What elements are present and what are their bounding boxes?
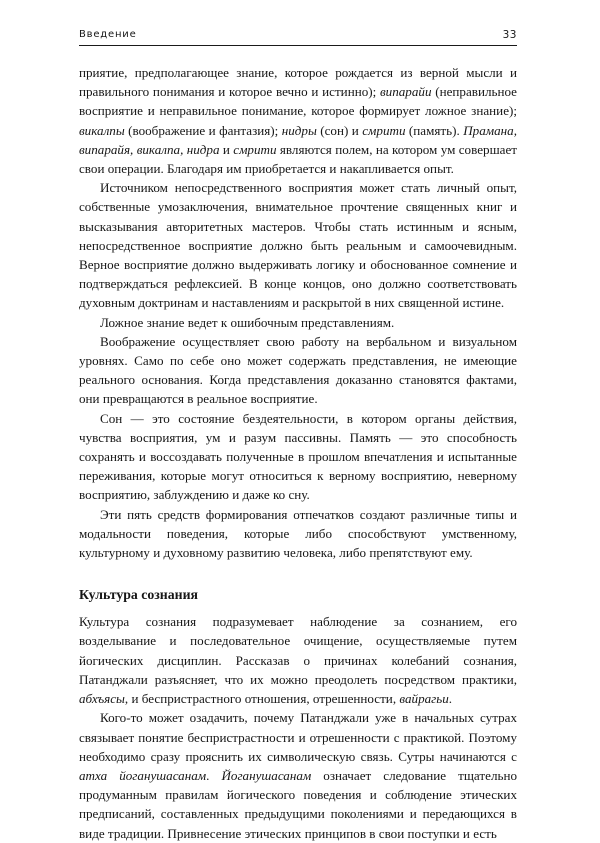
italic-term: смрити [362, 122, 406, 138]
section-heading: Культура сознания [79, 587, 199, 603]
italic-term: смрити [233, 141, 277, 157]
paragraph: Культура сознания подразумевает наблюдение за сознанием, его возделывание и последовательное очищение, осуществляемые путем йогических дисциплин. Рассказав о причинах колебаний сознания, Патанджали разъясняет, что их можно преодолеть посредством практики, абхъясы, и беспристрастного отношения, отрешенности, вайрагьи. [79, 614, 517, 707]
paragraph: Ложное знание ведет к ошибочным представлениям. [100, 314, 395, 330]
running-title: Введение [79, 29, 137, 40]
italic-term: викалпы [79, 122, 125, 138]
paragraph: Источником непосредственного восприятия может стать личный опыт, собственные умозаключения, внимательное прочтение священных книг и высказывания авторитетных мастеров. Чтобы стать истинным и ясным, непосредственное восприятие должно быть реальным и самоочевидным. Верное восприятие должно выдерживать логику и обоснованное сомнение и подтверждаться рефлексией. В конце концов, оно должно соответствовать духовным доктринам и наставлениям и раскрытой в них священной истине. [79, 180, 517, 311]
paragraph: Кого-то может озадачить, почему Патанджали уже в начальных сутрах связывает понятие беспристрастности и отрешенности с практикой. Поэтому необходимо сразу прояснить их символическую связь. Сутры начинаются с атха йоганушасанам. Йоганушасанам означает следование тщательно продуманным правилам йогического поведения и соблюдение этических предписаний, составленных предыдущими поколениями и передающихся в виде традиции. Привнесение этических принципов в свои поступки и есть [79, 710, 518, 841]
paragraph: Воображение осуществляет свою работу на вербальном и визуальном уровнях. Само по себе оно может содержать представления, не имеющие реального основания. Когда представления доказанно становятся фактами, они превращаются в реальное восприятие. [79, 333, 517, 407]
italic-term: Прамана, випарайя, викалпа, нидра [79, 122, 517, 157]
italic-term: випарайи [379, 84, 432, 100]
paragraph: приятие, предполагающее знание, которое рождается из верной мысли и правильного понимания и которое вечно и истинно); випарайи (неправильное восприятие и неправильное понимание, которое формирует ложное знание); викалпы (воображение и фантазия); нидры (сон) и смрити (память). Прамана, випарайя, викалпа, нидра и смрити являются полем, на котором ум совершает свои операции. Благодаря им приобретается и накапливается опыт. [79, 65, 517, 177]
italic-term: нидры [281, 122, 317, 138]
paragraph: Сон — это состояние бездеятельности, в котором органы действия, чувства восприятия, ум и разум пассивны. Память — это способность сохранять и воссоздавать полученные в прошлом впечатления и испытанные переживания, которые могут относиться к верному восприятию, неверному восприятию, заблуждению и даже ко сну. [79, 410, 517, 503]
italic-term: Йоганушасанам [221, 767, 312, 783]
paragraph: Эти пять средств формирования отпечатков создают различные типы и модальности поведения, которые либо способствуют умственному, культурному и духовному развитию человека, либо препятствуют ему. [79, 506, 517, 561]
italic-term: абхъясы [79, 691, 125, 707]
italic-term: вайрагьи [399, 691, 449, 707]
page-number: 33 [502, 29, 517, 41]
running-header [79, 29, 517, 43]
header-rule [79, 45, 517, 46]
italic-term: атха йоганушасанам [79, 767, 207, 783]
body-text [79, 63, 517, 843]
